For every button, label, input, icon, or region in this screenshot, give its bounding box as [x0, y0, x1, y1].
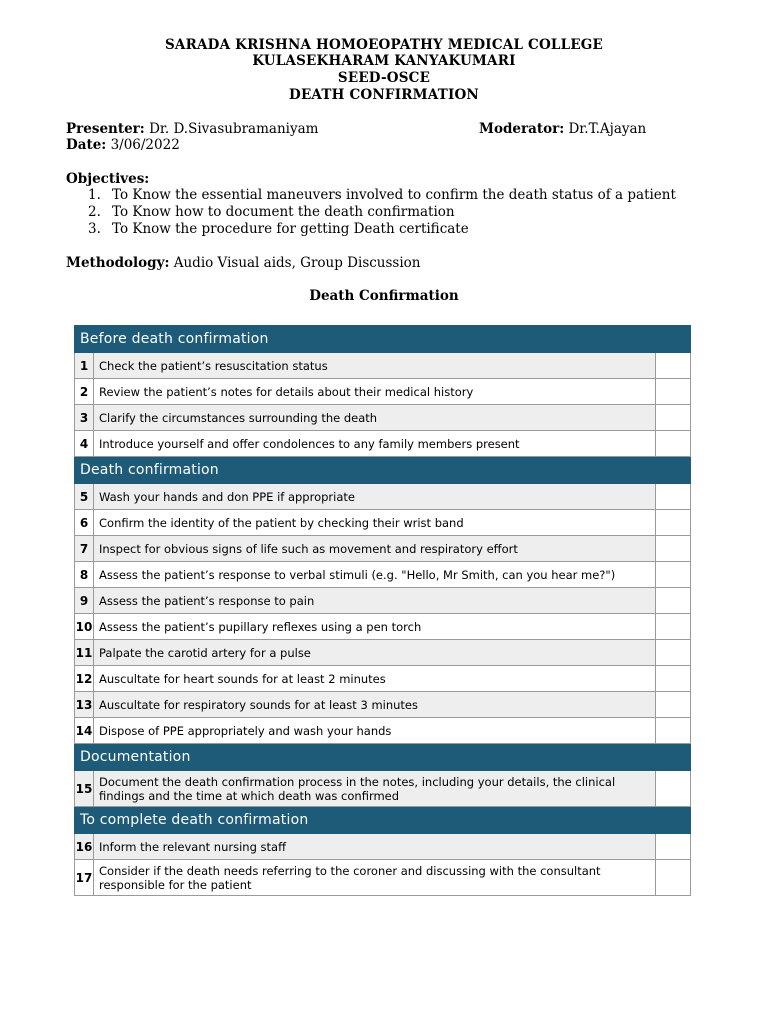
step-number: 12 — [75, 666, 94, 692]
check-box[interactable] — [656, 510, 691, 536]
presenter-value: Dr. D.Sivasubramaniyam — [149, 121, 319, 137]
objective-number: 1. — [88, 187, 101, 203]
step-number: 9 — [75, 588, 94, 614]
date-value: 3/06/2022 — [110, 137, 180, 153]
step-text: Check the patient’s resuscitation status — [94, 353, 656, 379]
objectives-heading-text: Objectives: — [66, 171, 150, 187]
objective-item — [88, 221, 676, 238]
objective-text: To Know the procedure for getting Death certificate — [112, 221, 469, 237]
section-header — [75, 457, 691, 484]
objective-item — [88, 204, 676, 221]
checklist-row — [75, 834, 691, 860]
check-box[interactable] — [656, 484, 691, 510]
methodology-line — [66, 255, 421, 272]
checklist-row — [75, 562, 691, 588]
check-box[interactable] — [656, 718, 691, 744]
check-box[interactable] — [656, 536, 691, 562]
step-number: 13 — [75, 692, 94, 718]
checklist-row — [75, 353, 691, 379]
date-label: Date: — [66, 137, 107, 153]
college-name: SARADA KRISHNA HOMOEOPATHY MEDICAL COLLEGE — [164, 37, 604, 53]
check-box[interactable] — [656, 666, 691, 692]
table-title: Death Confirmation — [309, 288, 459, 304]
check-box[interactable] — [656, 614, 691, 640]
check-box[interactable] — [656, 562, 691, 588]
step-number: 16 — [75, 834, 94, 860]
checklist-row — [75, 771, 691, 807]
checklist-row — [75, 379, 691, 405]
objective-text: To Know how to document the death confirmation — [112, 204, 455, 220]
check-box[interactable] — [656, 771, 691, 807]
objective-item — [88, 187, 676, 204]
step-text: Auscultate for heart sounds for at least 2 minutes — [94, 666, 656, 692]
check-box[interactable] — [656, 405, 691, 431]
document-title: DEATH CONFIRMATION — [289, 87, 479, 103]
objectives-heading — [66, 171, 149, 188]
checklist-row — [75, 666, 691, 692]
moderator-label: Moderator: — [479, 121, 565, 137]
college-location: KULASEKHARAM KANYAKUMARI — [252, 53, 516, 69]
step-number: 7 — [75, 536, 94, 562]
checklist-table — [74, 325, 691, 896]
step-text: Auscultate for respiratory sounds for at least 3 minutes — [94, 692, 656, 718]
step-number: 8 — [75, 562, 94, 588]
checklist-row — [75, 692, 691, 718]
step-number: 10 — [75, 614, 94, 640]
step-number: 15 — [75, 771, 94, 807]
step-text: Inform the relevant nursing staff — [94, 834, 656, 860]
date-line — [66, 137, 180, 154]
step-number: 2 — [75, 379, 94, 405]
step-number: 1 — [75, 353, 94, 379]
moderator-line — [479, 121, 646, 138]
objective-number: 2. — [88, 204, 101, 220]
methodology-value: Audio Visual aids, Group Discussion — [173, 255, 421, 271]
step-number: 4 — [75, 431, 94, 457]
step-number: 5 — [75, 484, 94, 510]
section-header — [75, 744, 691, 771]
program-title: SEED-OSCE — [337, 70, 431, 86]
step-number: 6 — [75, 510, 94, 536]
step-number: 14 — [75, 718, 94, 744]
step-text: Assess the patient’s response to pain — [94, 588, 656, 614]
check-box[interactable] — [656, 431, 691, 457]
checklist-row — [75, 640, 691, 666]
section-title: Death confirmation — [75, 457, 691, 484]
step-text: Confirm the identity of the patient by checking their wrist band — [94, 510, 656, 536]
step-text: Dispose of PPE appropriately and wash your hands — [94, 718, 656, 744]
moderator-value: Dr.T.Ajayan — [568, 121, 647, 137]
check-box[interactable] — [656, 379, 691, 405]
step-text: Document the death confirmation process in the notes, including your details, the clinical findings and the time at which death was confirmed — [94, 771, 656, 807]
section-header — [75, 326, 691, 353]
check-box[interactable] — [656, 834, 691, 860]
checklist-row — [75, 431, 691, 457]
step-text: Clarify the circumstances surrounding the death — [94, 405, 656, 431]
section-title: Documentation — [75, 744, 691, 771]
presenter-line — [66, 121, 318, 138]
objectives-list — [88, 187, 676, 238]
step-text: Assess the patient’s response to verbal stimuli (e.g. "Hello, Mr Smith, can you hear me?") — [94, 562, 656, 588]
checklist-row — [75, 536, 691, 562]
step-number: 17 — [75, 860, 94, 896]
step-text: Inspect for obvious signs of life such as movement and respiratory effort — [94, 536, 656, 562]
step-text: Consider if the death needs referring to the coroner and discussing with the consultant responsible for the patient — [94, 860, 656, 896]
check-box[interactable] — [656, 588, 691, 614]
check-box[interactable] — [656, 640, 691, 666]
checklist-row — [75, 588, 691, 614]
checklist-row — [75, 484, 691, 510]
step-text: Assess the patient’s pupillary reflexes using a pen torch — [94, 614, 656, 640]
checklist-row — [75, 718, 691, 744]
section-title: Before death confirmation — [75, 326, 691, 353]
section-title: To complete death confirmation — [75, 807, 691, 834]
step-text: Palpate the carotid artery for a pulse — [94, 640, 656, 666]
check-box[interactable] — [656, 692, 691, 718]
objective-number: 3. — [88, 221, 101, 237]
presenter-label: Presenter: — [66, 121, 145, 137]
check-box[interactable] — [656, 860, 691, 896]
step-number: 3 — [75, 405, 94, 431]
step-number: 11 — [75, 640, 94, 666]
section-header — [75, 807, 691, 834]
step-text: Introduce yourself and offer condolences to any family members present — [94, 431, 656, 457]
checklist-row — [75, 860, 691, 896]
checklist-row — [75, 510, 691, 536]
step-text: Review the patient’s notes for details about their medical history — [94, 379, 656, 405]
objective-text: To Know the essential maneuvers involved to confirm the death status of a patient — [112, 187, 676, 203]
checklist-row — [75, 614, 691, 640]
check-box[interactable] — [656, 353, 691, 379]
step-text: Wash your hands and don PPE if appropriate — [94, 484, 656, 510]
methodology-label: Methodology: — [66, 255, 170, 271]
checklist-row — [75, 405, 691, 431]
